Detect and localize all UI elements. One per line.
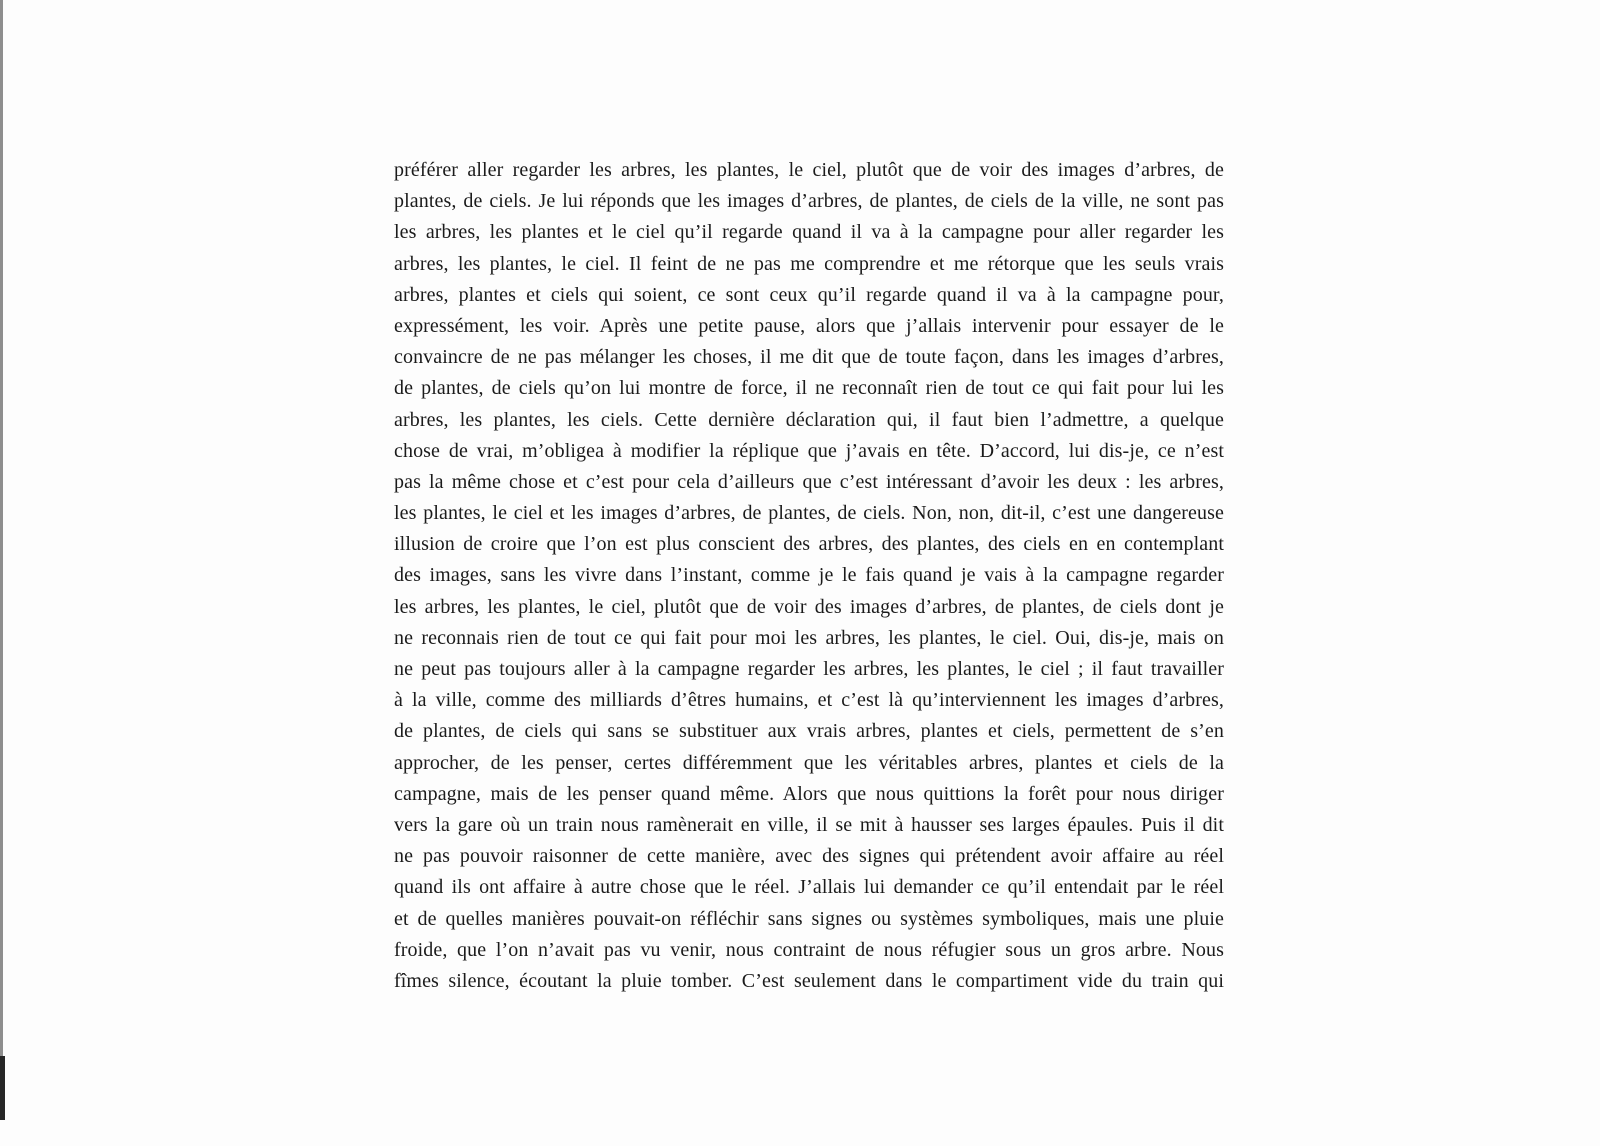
text-line: chose de vrai, m’obligea à modifier la réplique que j’avais en tête. D’accord, lui dis-je, ce n’est [394,439,1224,462]
text-line: quand ils ont affaire à autre chose que le réel. J’allais lui demander ce qu’il entendait par le réel [394,876,1224,899]
text-line: ne peut pas toujours aller à la campagne regarder les arbres, les plantes, le ciel ; il faut travailler [394,658,1224,680]
text-block [394,155,1224,997]
text-line: vers la gare où un train nous ramènerait en ville, il se mit à hausser ses larges épaules. Puis il dit [394,813,1224,836]
text-line: approcher, de les penser, certes différemment que les véritables arbres, plantes et ciels de la [394,751,1224,774]
text-line: froide, que l’on n’avait pas vu venir, nous contraint de nous réfugier sous un gros arbre. Nous [394,938,1224,961]
text-line: des images, sans les vivre dans l’instant, comme je le fais quand je vais à la campagne regarder [394,564,1224,587]
scan-edge-shadow-lower [0,1056,5,1120]
text-line: arbres, plantes et ciels qui soient, ce sont ceux qu’il regarde quand il va à la campagne pour, [394,283,1224,306]
text-line: arbres, les plantes, les ciels. Cette dernière déclaration qui, il faut bien l’admettre, a quelque [394,408,1224,431]
text-line: à la ville, comme des milliards d’êtres humains, et c’est là qu’interviennent les images d’arbres, [394,689,1224,712]
scan-edge-shadow-upper [0,0,3,1056]
text-line: fîmes silence, écoutant la pluie tomber. C’est seulement dans le compartiment vide du train qui [394,969,1224,992]
text-line: ne pas pouvoir raisonner de cette manière, avec des signes qui prétendent avoir affaire au réel [394,845,1224,868]
text-line: convaincre de ne pas mélanger les choses, il me dit que de toute façon, dans les images d’arbres, [394,346,1224,369]
text-line: les arbres, les plantes et le ciel qu’il regarde quand il va à la campagne pour aller regarder les [394,221,1224,244]
text-line: plantes, de ciels. Je lui réponds que les images d’arbres, de plantes, de ciels de la ville, ne sont pas [394,190,1224,213]
text-line: et de quelles manières pouvait-on réfléchir sans signes ou systèmes symboliques, mais une pluie [394,907,1224,930]
text-line: préférer aller regarder les arbres, les plantes, le ciel, plutôt que de voir des images d’arbres, de [394,159,1224,181]
text-line: de plantes, de ciels qui sans se substituer aux vrais arbres, plantes et ciels, permettent de s’en [394,720,1224,743]
text-line: pas la même chose et c’est pour cela d’ailleurs que c’est intéressant d’avoir les deux : les arbres, [394,470,1224,493]
text-line: expressément, les voir. Après une petite pause, alors que j’allais intervenir pour essayer de le [394,314,1224,337]
text-line: campagne, mais de les penser quand même. Alors que nous quittions la forêt pour nous diriger [394,782,1224,805]
text-line: arbres, les plantes, le ciel. Il feint de ne pas me comprendre et me rétorque que les seuls vrais [394,252,1224,275]
text-line: les plantes, le ciel et les images d’arbres, de plantes, de ciels. Non, non, dit-il, c’est une dangereuse [394,502,1224,525]
text-line: de plantes, de ciels qu’on lui montre de force, il ne reconnaît rien de tout ce qui fait pour lui les [394,377,1224,400]
text-line: illusion de croire que l’on est plus conscient des arbres, des plantes, des ciels en en contemplant [394,533,1224,556]
text-line: ne reconnais rien de tout ce qui fait pour moi les arbres, les plantes, le ciel. Oui, dis-je, mais on [394,626,1224,649]
text-line: les arbres, les plantes, le ciel, plutôt que de voir des images d’arbres, de plantes, de ciels dont je [394,595,1224,618]
